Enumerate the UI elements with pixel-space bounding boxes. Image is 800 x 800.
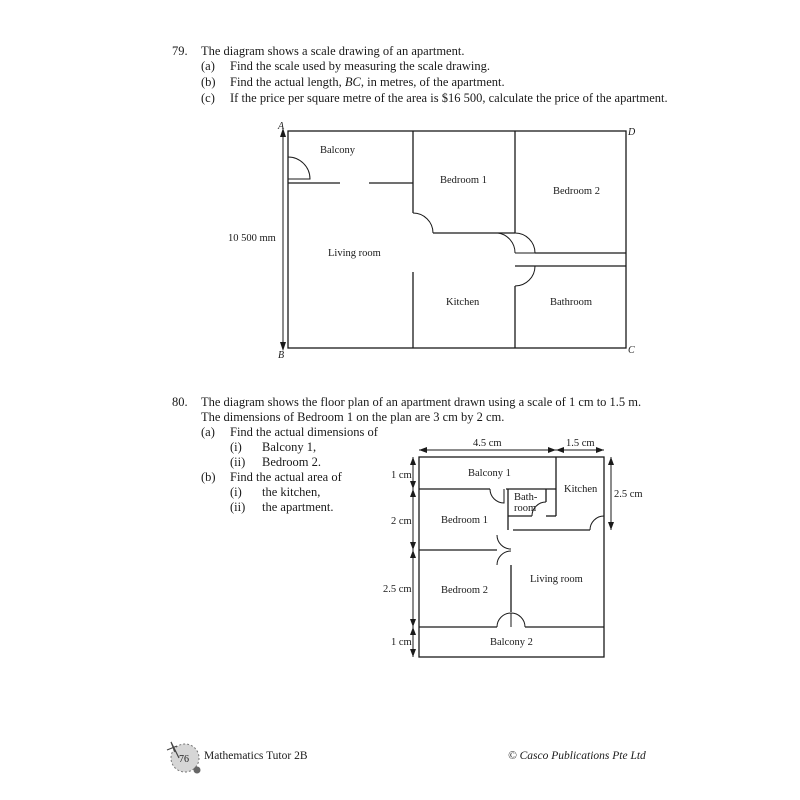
q80-dim-left-2: 2 cm — [391, 516, 412, 527]
q80-door-arc — [490, 489, 504, 503]
q79-point-a: A — [278, 121, 285, 132]
q79-part-a-text: Find the scale used by measuring the scale drawing. — [230, 59, 490, 73]
q80-part-b-i-text: the kitchen, — [262, 485, 321, 499]
q80-dim-left-3: 2.5 cm — [383, 584, 412, 595]
q80-part-b-ii-label: (ii) — [230, 500, 246, 514]
q79-room-balcony: Balcony — [320, 145, 355, 156]
q80-room-bedroom2: Bedroom 2 — [441, 585, 488, 596]
q79-part-b-label: (b) — [201, 75, 216, 89]
q79-room-living: Living room — [328, 248, 381, 259]
q80-room-bath-line2: room — [514, 503, 537, 514]
q80-number: 80. — [172, 395, 188, 409]
q80-part-b-text: Find the actual area of — [230, 470, 342, 484]
q80-part-b-label: (b) — [201, 470, 216, 484]
q79-stem: The diagram shows a scale drawing of an apartment. — [201, 44, 465, 58]
q80-room-bath-line1: Bath- — [514, 492, 538, 503]
q80-part-a-ii-label: (ii) — [230, 455, 246, 469]
q80-dim-left-4: 1 cm — [391, 637, 412, 648]
q79-point-c: C — [628, 345, 635, 356]
q79-point-d: D — [628, 127, 636, 138]
q80-part-a-ii-text: Bedroom 2. — [262, 455, 322, 469]
q80-part-b-i-label: (i) — [230, 485, 242, 499]
q80-part-a-label: (a) — [201, 425, 215, 439]
q79-room-bathroom: Bathroom — [550, 297, 592, 308]
footer-book-title: Mathematics Tutor 2B — [204, 750, 308, 762]
q80-room-kitchen: Kitchen — [564, 484, 598, 495]
q80-part-a-i-text: Balcony 1, — [262, 440, 317, 454]
q80-stem-line2: The dimensions of Bedroom 1 on the plan are 3 cm by 2 cm. — [201, 410, 505, 424]
q80-room-balcony2: Balcony 2 — [490, 637, 533, 648]
q80-door-arc — [590, 516, 604, 530]
q79-room-kitchen: Kitchen — [446, 297, 480, 308]
q79-part-a-label: (a) — [201, 59, 215, 73]
q80-stem-line1: The diagram shows the floor plan of an apartment drawn using a scale of 1 cm to 1.5 m. — [201, 395, 642, 409]
q80-door-arc — [497, 535, 511, 549]
q79-dimension-label: 10 500 mm — [228, 233, 276, 244]
q79-number: 79. — [172, 44, 188, 58]
q79-room-bedroom2: Bedroom 2 — [553, 186, 600, 197]
q80-door-arc — [497, 551, 511, 565]
q80-room-balcony1: Balcony 1 — [468, 468, 511, 479]
q80-part-a-text: Find the actual dimensions of — [230, 425, 378, 439]
q79-part-c-label: (c) — [201, 91, 215, 105]
q80-dim-right: 2.5 cm — [614, 489, 643, 500]
page-number: 76 — [179, 754, 189, 765]
q80-room-living: Living room — [530, 574, 583, 585]
q80-room-bedroom1: Bedroom 1 — [441, 515, 488, 526]
q80-part-a-i-label: (i) — [230, 440, 242, 454]
q79-point-b: B — [278, 350, 285, 361]
q80-dim-top-1: 4.5 cm — [473, 438, 502, 449]
q80-dim-left-1: 1 cm — [391, 470, 412, 481]
q80-part-b-ii-text: the apartment. — [262, 500, 334, 514]
footer-copyright: © Casco Publications Pte Ltd — [508, 750, 646, 762]
q79-part-b-text: Find the actual length, BC, in metres, of the apartment. — [230, 75, 505, 89]
q79-part-c-text: If the price per square metre of the area is $16 500, calculate the price of the apartment. — [230, 91, 668, 105]
q80-dim-top-2: 1.5 cm — [566, 438, 595, 449]
footer-logo — [165, 738, 205, 778]
q79-room-bedroom1: Bedroom 1 — [440, 175, 487, 186]
